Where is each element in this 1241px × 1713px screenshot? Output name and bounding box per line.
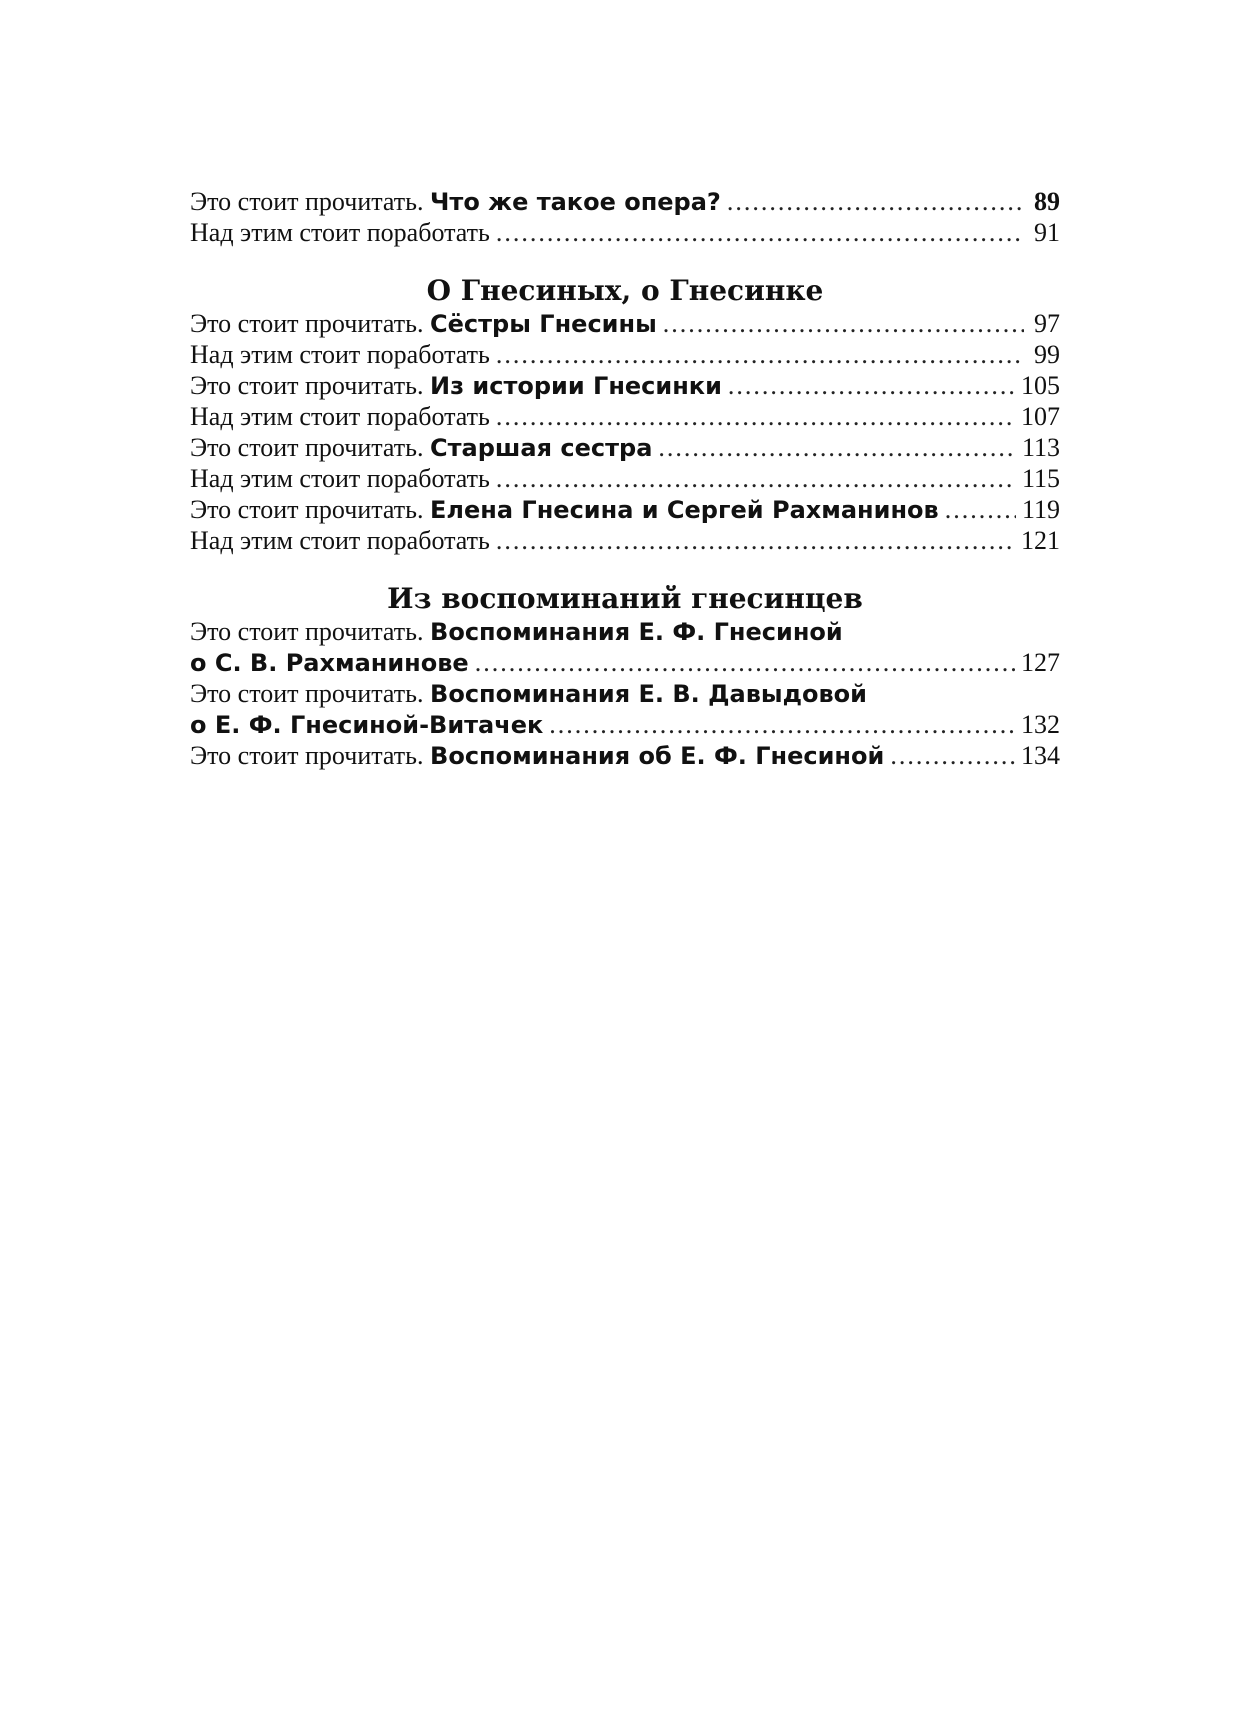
entry-title-line2: о Е. Ф. Гнесиной-Витачек — [190, 711, 544, 739]
toc-entry[interactable] — [190, 494, 1060, 525]
entry-lead: Над этим стоит поработать — [190, 218, 490, 247]
toc-entry[interactable] — [190, 525, 1060, 556]
page-number: 91 — [1034, 218, 1060, 247]
entry-lead: Это стоит прочитать. — [190, 371, 424, 400]
toc-entry[interactable] — [190, 186, 1060, 217]
toc-entry[interactable] — [190, 740, 1060, 771]
entry-title: Что же такое опера? — [430, 188, 721, 216]
dot-leader — [475, 647, 1015, 678]
dot-leader — [496, 217, 1024, 248]
entry-lead: Над этим стоит поработать — [190, 340, 490, 369]
section-heading: О Гнесиных, о Гнесинке — [426, 274, 824, 307]
entry-lead: Это стоит прочитать. — [190, 617, 424, 646]
entry-title-line1: Воспоминания Е. Ф. Гнесиной — [430, 618, 843, 646]
dot-leader — [728, 370, 1015, 401]
entry-lead: Над этим стоит поработать — [190, 464, 490, 493]
toc-entry[interactable] — [190, 432, 1060, 463]
entry-lead: Над этим стоит поработать — [190, 526, 490, 555]
toc-entry[interactable] — [190, 401, 1060, 432]
page-number: 119 — [1021, 495, 1060, 524]
dot-leader — [496, 339, 1024, 370]
toc-entry[interactable] — [190, 616, 1060, 678]
dot-leader — [658, 432, 1016, 463]
entry-lead: Это стоит прочитать. — [190, 741, 424, 770]
entry-title: Сёстры Гнесины — [430, 310, 657, 338]
dot-leader — [945, 494, 1016, 525]
page-number: 105 — [1021, 371, 1060, 400]
entry-lead: Это стоит прочитать. — [190, 309, 424, 338]
dot-leader — [663, 308, 1024, 339]
toc-entry[interactable] — [190, 339, 1060, 370]
page-number: 127 — [1021, 648, 1060, 677]
page-number: 97 — [1034, 309, 1060, 338]
page-number: 89 — [1034, 187, 1060, 216]
page-number: 99 — [1034, 340, 1060, 369]
entry-lead: Над этим стоит поработать — [190, 402, 490, 431]
toc-entry[interactable] — [190, 463, 1060, 494]
page-number: 113 — [1021, 433, 1060, 462]
page-number: 115 — [1021, 464, 1060, 493]
page-number: 134 — [1021, 741, 1060, 770]
dot-leader — [727, 186, 1024, 217]
entry-title-line1: Воспоминания Е. В. Давыдовой — [430, 680, 867, 708]
entry-lead: Это стоит прочитать. — [190, 187, 424, 216]
entry-title: Воспоминания об Е. Ф. Гнесиной — [430, 742, 885, 770]
entry-lead: Это стоит прочитать. — [190, 495, 424, 524]
entry-lead: Это стоит прочитать. — [190, 679, 424, 708]
toc-entry[interactable] — [190, 678, 1060, 740]
entry-title: Из истории Гнесинки — [430, 372, 722, 400]
dot-leader — [496, 463, 1016, 494]
page-number: 132 — [1021, 710, 1060, 739]
toc-entry[interactable] — [190, 308, 1060, 339]
entry-title: Старшая сестра — [430, 434, 653, 462]
page-number: 107 — [1021, 402, 1060, 431]
toc-entry[interactable] — [190, 217, 1060, 248]
section-heading: Из воспоминаний гнесинцев — [387, 582, 863, 615]
table-of-contents — [190, 186, 1060, 771]
entry-title: Елена Гнесина и Сергей Рахманинов — [430, 496, 939, 524]
toc-section-opera — [190, 186, 1060, 248]
dot-leader — [549, 709, 1015, 740]
page-number: 121 — [1021, 526, 1060, 555]
dot-leader — [496, 401, 1015, 432]
dot-leader — [890, 740, 1015, 771]
entry-lead: Это стоит прочитать. — [190, 433, 424, 462]
toc-section-memoirs — [190, 582, 1060, 771]
dot-leader — [496, 525, 1015, 556]
entry-title-line2: о С. В. Рахманинове — [190, 649, 469, 677]
toc-entry[interactable] — [190, 370, 1060, 401]
toc-section-gnesiny — [190, 274, 1060, 556]
